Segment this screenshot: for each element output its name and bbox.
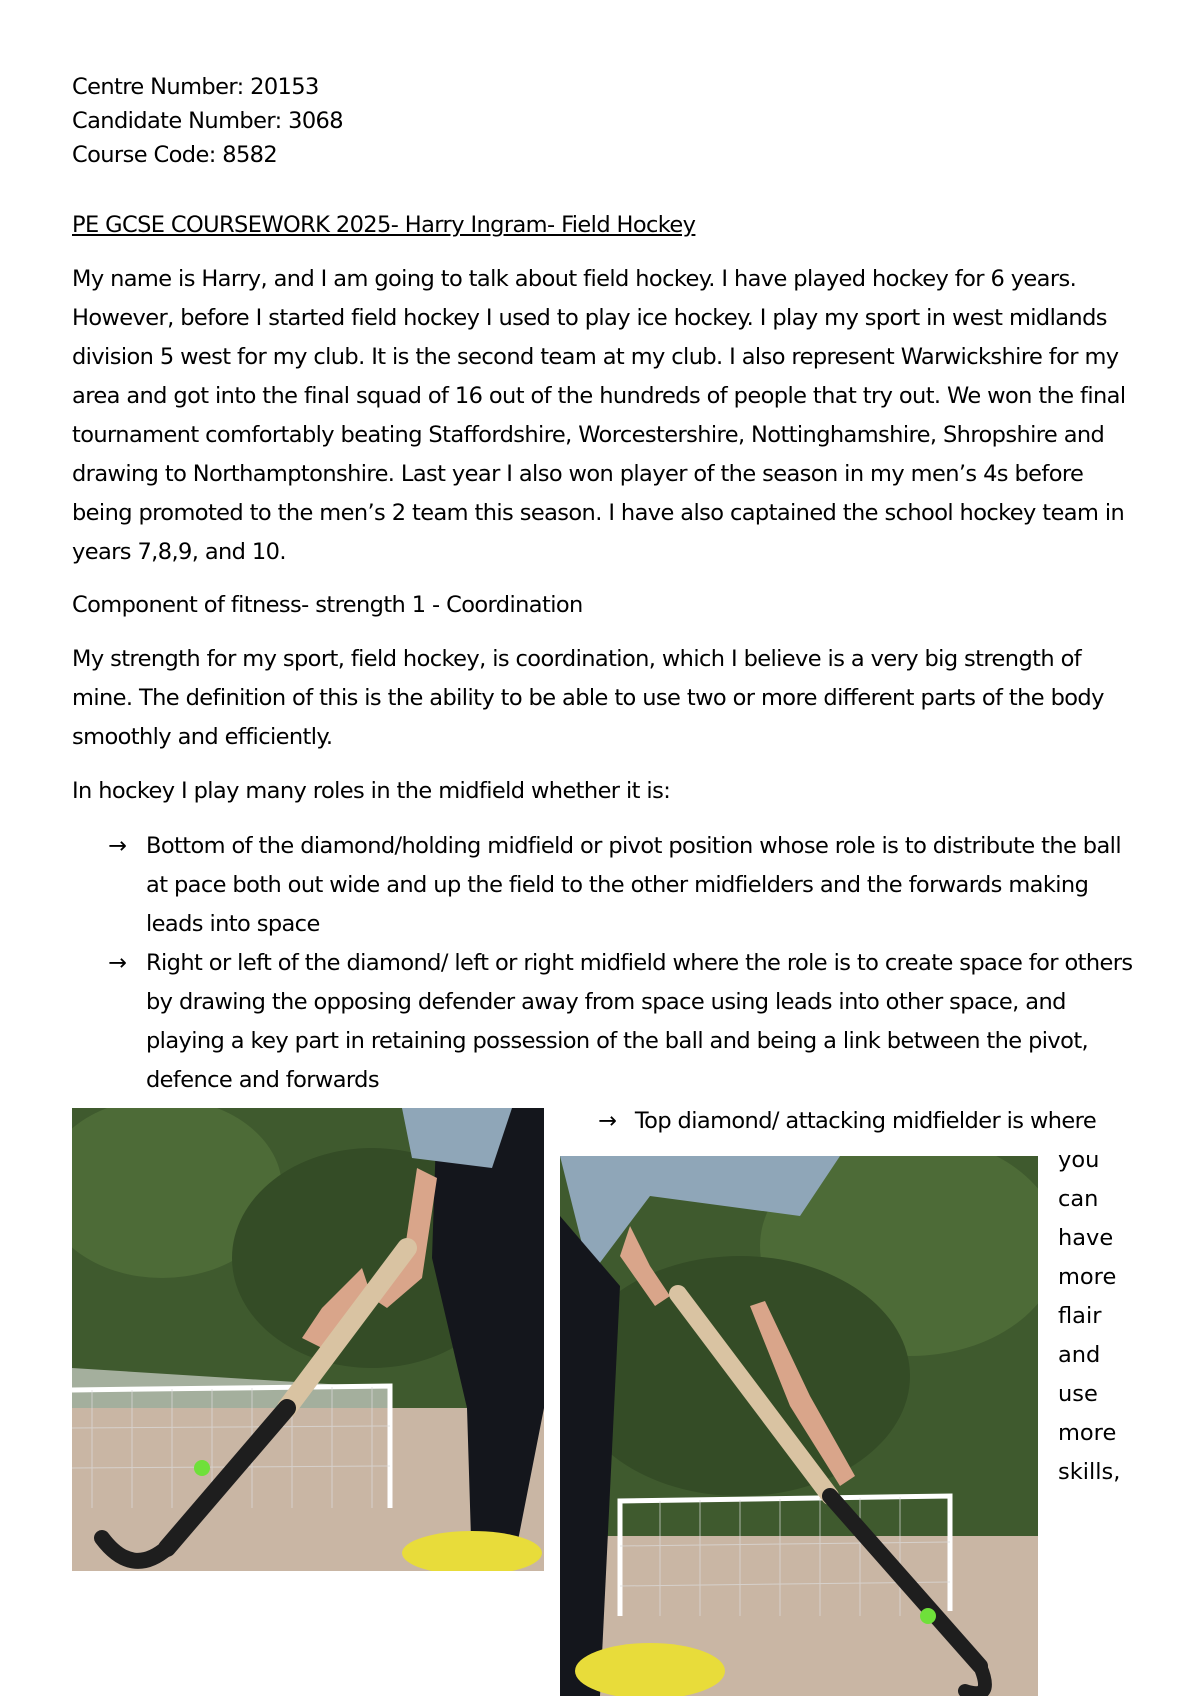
wrapped-word: skills,: [1058, 1459, 1121, 1485]
roles-intro: In hockey I play many roles in the midfield whether it is:: [72, 778, 671, 804]
wrapped-word: can: [1058, 1186, 1099, 1212]
wrapped-word: you: [1058, 1147, 1100, 1173]
wrapped-word: more: [1058, 1420, 1117, 1446]
page-title: PE GCSE COURSEWORK 2025- Harry Ingram- Field Hockey: [72, 212, 696, 238]
hockey-grip-photo-1: [72, 1108, 544, 1571]
arrow-icon: →: [598, 1108, 617, 1134]
wrapped-word: use: [1058, 1381, 1098, 1407]
strength-paragraph: My strength for my sport, field hockey, is coordination, which I believe is a very big strength of mine. The definition of this is the ability to be able to use two or more different parts of the body smoothly and efficiently.: [72, 646, 1104, 750]
intro-paragraph: My name is Harry, and I am going to talk about field hockey. I have played hockey for 6 years. However, before I started field hockey I used to play ice hockey. I play my sport in west midlands division 5 west for my club. It is the second team at my club. I also represent Warwickshire for my area and got into the final squad of 16 out of the hundreds of people that try out. We won the final tournament comfortably beating Staffordshire, Worcestershire, Nottinghamshire, Shropshire and drawing to Northamptonshire. Last year I also won player of the season in my men’s 4s before being promoted to the men’s 2 team this season. I have also captained the school hockey team in years 7,8,9, and 10.: [72, 266, 1126, 565]
candidate-number: Candidate Number: 3068: [72, 108, 343, 134]
wrapped-text-column: [1058, 1141, 1120, 1492]
wrapped-word: more: [1058, 1264, 1117, 1290]
arrow-icon: →: [108, 833, 127, 859]
wrapped-word: have: [1058, 1225, 1114, 1251]
wrapped-word: flair: [1058, 1303, 1102, 1329]
list-item-text: Bottom of the diamond/holding midfield or pivot position whose role is to distribute the ball at pace both out wide and up the field to the other midfielders and the forwards making leads into space: [146, 833, 1121, 937]
list-item: [108, 827, 1138, 944]
list-item-text: Right or left of the diamond/ left or right midfield where the role is to create space for others by drawing the opposing defender away from space using leads into other space, and playing a key part in retaining possession of the ball and being a link between the pivot, defence and forwards: [146, 950, 1133, 1093]
arrow-icon: →: [108, 950, 127, 976]
hockey-grip-photo-2: [560, 1156, 1038, 1696]
list-item: [108, 944, 1138, 1100]
list-item: [598, 1102, 1096, 1141]
roles-list: [108, 827, 1138, 1100]
candidate-header: [72, 70, 1132, 172]
course-code: Course Code: 8582: [72, 142, 278, 168]
component-heading: Component of fitness- strength 1 - Coordination: [72, 592, 583, 618]
centre-number: Centre Number: 20153: [72, 74, 319, 100]
wrapped-word: and: [1058, 1342, 1101, 1368]
list-item-text: Top diamond/ attacking midfielder is where: [634, 1108, 1097, 1134]
